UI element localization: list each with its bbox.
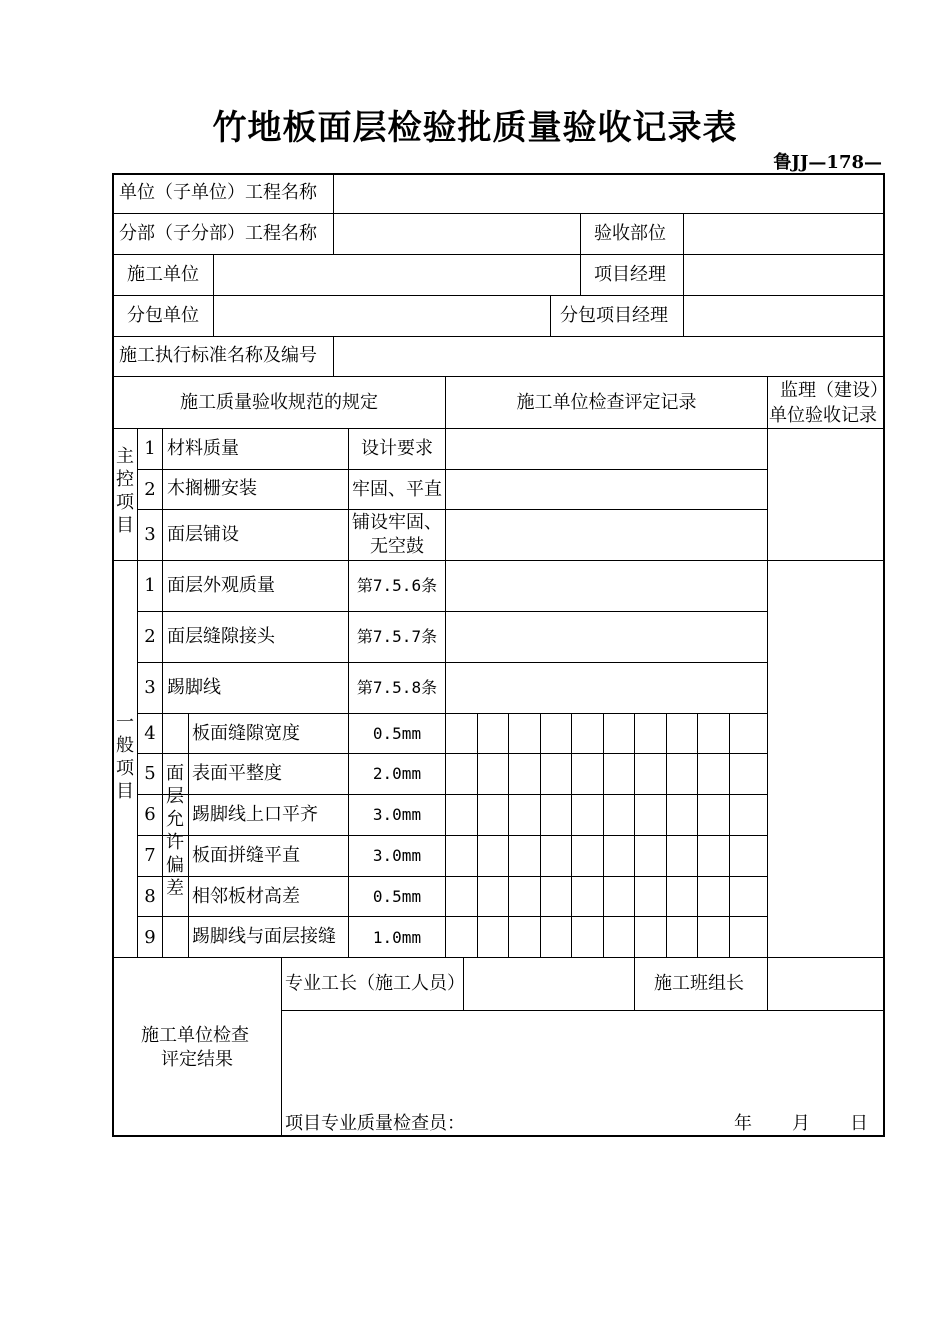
tolerance-9-name: 踢脚线与面层接缝 — [192, 926, 336, 947]
team-leader-label: 施工班组长 — [654, 973, 744, 994]
tolerance-5-value: 2.0mm — [372, 764, 422, 783]
general-label: 一般项目 — [116, 712, 134, 802]
tolerance-7-name: 板面拼缝平直 — [192, 845, 300, 866]
foreman-label: 专业工长（施工人员） — [285, 973, 465, 994]
accept-part-label: 验收部位 — [594, 223, 666, 244]
tolerance-6-name: 踢脚线上口平齐 — [192, 804, 318, 825]
result-label-line2: 评定结果 — [161, 1049, 233, 1070]
project-manager-label: 项目经理 — [594, 264, 666, 285]
main-item-1-req: 设计要求 — [361, 438, 433, 459]
general-item-3-name: 踢脚线 — [167, 677, 221, 698]
tolerance-7-value: 3.0mm — [372, 846, 422, 865]
tolerance-6-no: 6 — [144, 804, 156, 825]
sub-project-label: 分部（子分部）工程名称 — [119, 223, 317, 244]
main-item-3-no: 3 — [144, 524, 156, 545]
main-control-label: 主控项目 — [116, 446, 134, 536]
main-item-3-req: 铺设牢固、无空鼓 — [352, 512, 442, 557]
general-item-1-req: 第7.5.6条 — [356, 576, 438, 595]
tolerance-8-value: 0.5mm — [372, 886, 422, 906]
form-code: 鲁JJ—178— — [773, 152, 882, 173]
tolerance-7-no: 7 — [144, 845, 156, 866]
tolerance-5-name: 表面平整度 — [192, 763, 282, 784]
month-label: 月 — [792, 1113, 810, 1134]
result-label-line1: 施工单位检查 — [141, 1025, 249, 1046]
supervision-header-line2: 单位验收记录 — [769, 405, 877, 426]
tolerance-9-no: 9 — [144, 926, 156, 948]
main-item-2-name: 木搁栅安装 — [167, 478, 257, 499]
construction-unit-label: 施工单位 — [127, 264, 199, 285]
general-item-1-name: 面层外观质量 — [167, 575, 275, 596]
tolerance-9-value: 1.0mm — [372, 927, 422, 947]
unit-project-label: 单位（子单位）工程名称 — [119, 182, 317, 203]
form-title: 竹地板面层检验批质量验收记录表 — [212, 108, 738, 148]
main-item-2-no: 2 — [144, 478, 156, 500]
tolerance-label: 面层允许偏差 — [166, 763, 184, 899]
tolerance-5-no: 5 — [144, 763, 156, 784]
subcontract-manager-label: 分包项目经理 — [560, 305, 668, 326]
tolerance-4-value: 0.5mm — [372, 723, 422, 743]
tolerance-4-no: 4 — [144, 722, 156, 744]
main-item-1-no: 1 — [144, 438, 156, 459]
general-item-3-req: 第7.5.8条 — [356, 678, 438, 697]
standard-label: 施工执行标准名称及编号 — [119, 345, 317, 366]
general-item-3-no: 3 — [144, 677, 156, 698]
tolerance-4-name: 板面缝隙宽度 — [192, 723, 300, 744]
tolerance-6-value: 3.0mm — [372, 805, 422, 824]
inspector-label: 项目专业质量检查员： — [285, 1113, 465, 1134]
main-item-3-name: 面层铺设 — [167, 524, 239, 545]
day-label: 日 — [850, 1113, 868, 1134]
tolerance-8-name: 相邻板材高差 — [192, 886, 300, 907]
main-item-1-name: 材料质量 — [167, 438, 239, 459]
general-item-1-no: 1 — [144, 575, 156, 596]
general-item-2-no: 2 — [144, 626, 156, 647]
record-column-header: 施工单位检查评定记录 — [516, 391, 697, 413]
main-item-2-req: 牢固、平直 — [352, 478, 442, 500]
general-item-2-req: 第7.5.7条 — [356, 627, 438, 646]
year-label: 年 — [734, 1113, 752, 1134]
spec-column-header: 施工质量验收规范的规定 — [180, 391, 378, 413]
form-table — [112, 173, 885, 1137]
supervision-header-line1: 监理（建设） — [780, 380, 888, 401]
tolerance-8-no: 8 — [144, 885, 156, 907]
subcontract-unit-label: 分包单位 — [127, 305, 199, 326]
general-item-2-name: 面层缝隙接头 — [167, 626, 275, 647]
